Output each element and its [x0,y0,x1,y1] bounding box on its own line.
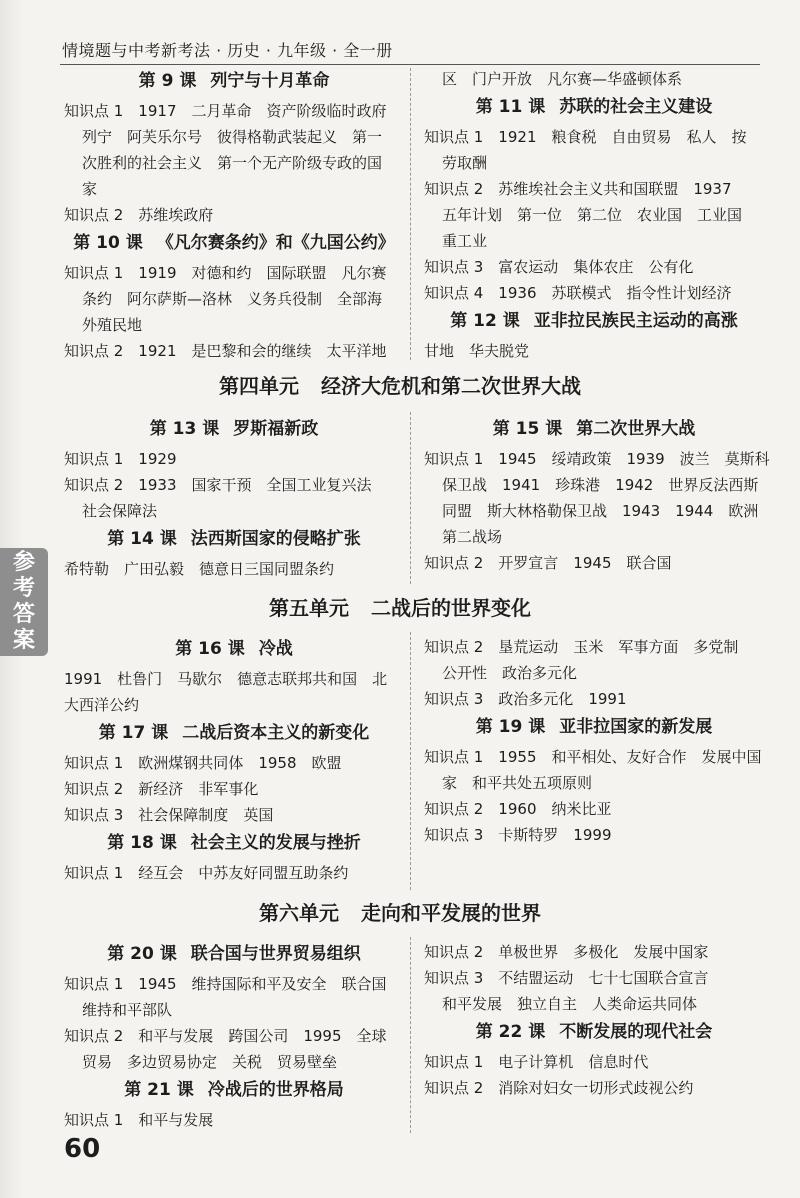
answer-line: 五年计划 第一位 第二位 农业国 工业国 [442,206,743,224]
lesson-heading: 第 15 课 第二次世界大战 [492,419,696,439]
lesson-heading: 第 13 课 罗斯福新政 [149,419,319,439]
answer-line: 公开性 政治多元化 [442,664,578,682]
answer-line: 条约 阿尔萨斯—洛林 义务兵役制 全部海 [82,290,383,308]
answer-line: 家 和平共处五项原则 [442,774,593,792]
lesson-heading: 第 18 课 社会主义的发展与挫折 [107,833,361,853]
answer-line: 外殖民地 [82,316,143,334]
unit-heading: 第六单元 走向和平发展的世界 [259,901,541,925]
lesson-heading: 第 20 课 联合国与世界贸易组织 [107,944,361,964]
answer-line: 贸易 多边贸易协定 关税 贸易壁垒 [82,1053,338,1071]
unit6-right-column [424,939,764,1101]
answer-line: 知识点 4 1936 苏联模式 指令性计划经济 [424,284,732,302]
answer-line: 知识点 2 1960 纳米比亚 [424,800,612,818]
answer-line: 大西洋公约 [64,696,140,714]
unit6-left-column [64,939,404,1133]
answer-line: 知识点 1 1917 二月革命 资产阶级临时政府 [64,102,387,120]
answer-line: 知识点 1 1955 和平相处、友好合作 发展中国 [424,748,762,766]
answer-line: 知识点 2 和平与发展 跨国公司 1995 全球 [64,1027,387,1045]
lesson-heading: 第 17 课 二战后资本主义的新变化 [98,723,370,743]
answer-line: 知识点 1 1929 [64,450,177,468]
answer-line: 知识点 2 消除对妇女一切形式歧视公约 [424,1079,694,1097]
answer-line: 知识点 1 电子计算机 信息时代 [424,1053,649,1071]
answer-line: 知识点 2 苏维埃政府 [64,206,214,224]
answer-line: 知识点 2 1921 是巴黎和会的继续 太平洋地 [64,342,387,360]
answer-line: 知识点 2 1933 国家干预 全国工业复兴法 [64,476,372,494]
answer-line: 知识点 1 1945 维持国际和平及安全 联合国 [64,975,387,993]
answer-line: 重工业 [442,232,488,250]
answer-line: 知识点 3 不结盟运动 七十七国联合宣言 [424,969,709,987]
page-number: 60 [64,1134,101,1164]
header-rule [60,64,760,65]
column-divider [410,632,411,890]
column-divider [410,68,411,360]
unit-heading: 第四单元 经济大危机和第二次世界大战 [219,374,581,398]
answer-line: 列宁 阿芙乐尔号 彼得格勒武装起义 第一 [82,128,383,146]
answer-line: 知识点 3 政治多元化 1991 [424,690,627,708]
answer-line: 知识点 2 开罗宣言 1945 联合国 [424,554,672,572]
answer-line: 次胜利的社会主义 第一个无产阶级专政的国 [82,154,383,172]
answer-line: 知识点 1 和平与发展 [64,1111,214,1129]
column-divider [410,412,411,584]
unit5-right-column [424,634,764,848]
answer-line: 知识点 2 新经济 非军事化 [64,780,259,798]
unit5-left-column [64,634,404,886]
answer-line: 希特勒 广田弘毅 德意日三国同盟条约 [64,560,335,578]
answer-line: 知识点 2 苏维埃社会主义共和国联盟 1937 [424,180,732,198]
unit4-left-column [64,414,404,582]
unit4-right-column [424,414,770,576]
answer-line: 劳取酬 [442,154,488,172]
answer-line: 知识点 1 1921 粮食税 自由贸易 私人 按 [424,128,747,146]
top-right-column [424,66,764,364]
answer-line: 1991 杜鲁门 马歇尔 德意志联邦共和国 北 [64,670,388,688]
lesson-heading: 第 9 课 列宁与十月革命 [138,71,330,91]
answer-line: 维持和平部队 [82,1001,173,1019]
top-left-column [64,66,404,364]
answer-line: 区 门户开放 凡尔赛—华盛顿体系 [442,70,683,88]
lesson-heading: 第 11 课 苏联的社会主义建设 [475,97,713,117]
answers-side-tab: 参考答案 [0,548,48,656]
answer-line: 知识点 1 欧洲煤钢共同体 1958 欧盟 [64,754,342,772]
answer-line: 知识点 3 富农运动 集体农庄 公有化 [424,258,694,276]
column-divider [410,937,411,1133]
answer-line: 家 [82,180,98,198]
answer-line: 社会保障法 [82,502,158,520]
answer-line: 知识点 2 垦荒运动 玉米 军事方面 多党制 [424,638,739,656]
lesson-heading: 第 19 课 亚非拉国家的新发展 [475,717,713,737]
answer-line: 知识点 1 1945 绥靖政策 1939 波兰 莫斯科 [424,450,770,468]
answer-line: 保卫战 1941 珍珠港 1942 世界反法西斯 [442,476,759,494]
lesson-heading: 第 21 课 冷战后的世界格局 [124,1080,344,1100]
answer-line: 同盟 斯大林格勒保卫战 1943 1944 欧洲 [442,502,759,520]
lesson-heading: 第 16 课 冷战 [175,639,293,659]
answer-line: 知识点 3 社会保障制度 英国 [64,806,274,824]
answer-line: 知识点 1 经互会 中苏友好同盟互助条约 [64,864,349,882]
lesson-heading: 第 14 课 法西斯国家的侵略扩张 [107,529,361,549]
lesson-heading: 第 10 课 《凡尔赛条约》和《九国公约》 [73,233,395,253]
answer-line: 和平发展 独立自主 人类命运共同体 [442,995,698,1013]
answer-line: 知识点 2 单极世界 多极化 发展中国家 [424,943,709,961]
lesson-heading: 第 22 课 不断发展的现代社会 [475,1022,713,1042]
answer-line: 知识点 1 1919 对德和约 国际联盟 凡尔赛 [64,264,387,282]
book-header: 情境题与中考新考法 · 历史 · 九年级 · 全一册 [62,41,393,60]
answer-line: 甘地 华夫脱党 [424,342,530,360]
answer-line: 知识点 3 卡斯特罗 1999 [424,826,612,844]
answer-line: 第二战场 [442,528,503,546]
lesson-heading: 第 12 课 亚非拉民族民主运动的高涨 [450,311,738,331]
unit-heading: 第五单元 二战后的世界变化 [269,596,531,620]
